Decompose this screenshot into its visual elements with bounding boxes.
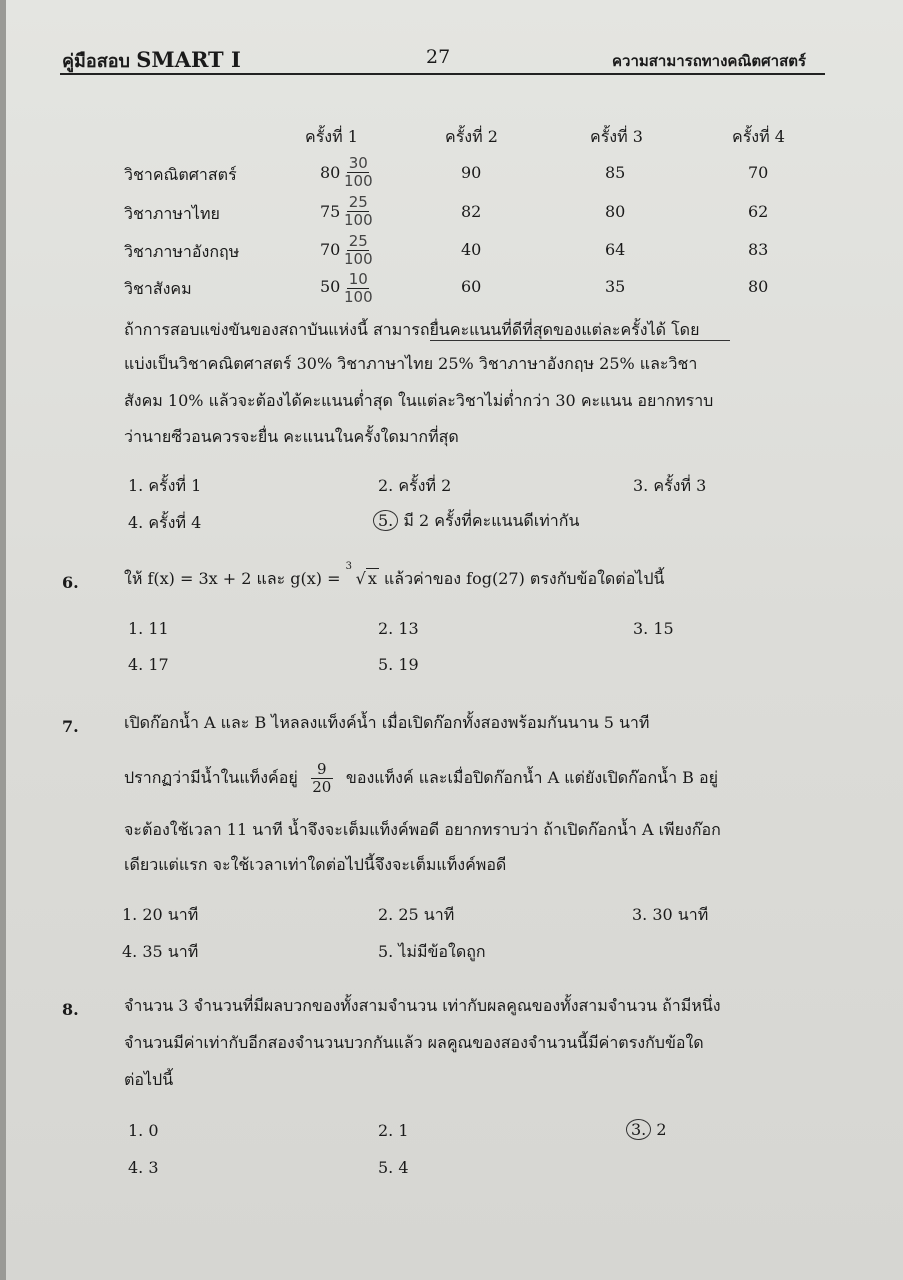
score-cell: 80 [320, 163, 341, 182]
score-cell: 40 [461, 240, 482, 259]
col-header-3: ครั้งที่ 3 [590, 127, 643, 146]
q7-choice-4[interactable]: 4. 35 นาที [122, 942, 199, 961]
page-number: 27 [426, 46, 451, 68]
subject-label: วิชาคณิตศาสตร์ [124, 165, 237, 184]
q6-choice-2[interactable]: 2. 13 [378, 619, 419, 638]
q8-choice-2[interactable]: 2. 1 [378, 1121, 409, 1140]
q5-choice-2[interactable]: 2. ครั้งที่ 2 [378, 476, 452, 495]
cube-root-symbol: 3 √ x [345, 561, 377, 588]
q6-number: 6. [62, 573, 79, 592]
q6-text-a: ให้ f(x) = 3x + 2 และ g(x) = [124, 569, 346, 588]
q8-choice-4[interactable]: 4. 3 [128, 1158, 159, 1177]
q7-choice-1[interactable]: 1. 20 นาที [122, 905, 199, 924]
q8-number: 8. [62, 1000, 79, 1019]
score-cell: 62 [748, 202, 769, 221]
q5-choice-1[interactable]: 1. ครั้งที่ 1 [128, 476, 202, 495]
score-cell: 83 [748, 240, 769, 259]
q7-line-2: ปรากฏว่ามีน้ำในแท็งค์อยู่ $\frac{9}{20}$ ของแท็งค์ และเมื่อปิดก๊อกน้ำ A แต่ยังเปิดก๊อกน้ำ B อยู่ [124, 760, 718, 796]
header-rule [60, 73, 825, 75]
q6-choice-4[interactable]: 4. 17 [128, 655, 169, 674]
q8-choice-5[interactable]: 5. 4 [378, 1158, 409, 1177]
q7-line-4: เดียวแต่แรก จะใช้เวลาเท่าใดต่อไปนี้จึงจะเต็มแท็งค์พอดี [124, 855, 507, 874]
subject-label: วิชาภาษาอังกฤษ [124, 242, 240, 261]
q8-choice-1[interactable]: 1. 0 [128, 1121, 159, 1140]
q6-text-b: แล้วค่าของ fog(27) ตรงกับข้อใดต่อไปนี้ [378, 569, 665, 588]
handwritten-weight: $\frac{30}{100}$ [344, 154, 373, 190]
q5-line-2: แบ่งเป็นวิชาคณิตศาสตร์ 30% วิชาภาษาไทย 25% วิชาภาษาอังกฤษ 25% และวิชา [124, 354, 698, 373]
q7-choice-3[interactable]: 3. 30 นาที [632, 905, 709, 924]
score-cell: 80 [748, 277, 769, 296]
col-header-1: ครั้งที่ 1 [305, 127, 358, 146]
q6-choice-5[interactable]: 5. 19 [378, 655, 419, 674]
score-cell: 75 [320, 202, 341, 221]
q6-choice-3[interactable]: 3. 15 [633, 619, 674, 638]
answer-circle-mark: 5. [373, 510, 398, 531]
handwritten-weight: $\frac{25}{100}$ [344, 232, 373, 268]
score-cell: 64 [605, 240, 626, 259]
q5-line-4: ว่านายซีวอนควรจะยื่น คะแนนในครั้งใดมากที่สุด [124, 427, 459, 446]
col-header-4: ครั้งที่ 4 [732, 127, 785, 146]
score-cell: 70 [320, 240, 341, 259]
score-cell: 82 [461, 202, 482, 221]
answer-circle-mark: 3. [626, 1119, 651, 1140]
col-header-2: ครั้งที่ 2 [445, 127, 498, 146]
subject-label: วิชาภาษาไทย [124, 204, 220, 223]
q7-line-3: จะต้องใช้เวลา 11 นาที น้ำจึงจะเต็มแท็งค์พอดี อยากทราบว่า ถ้าเปิดก๊อกน้ำ A เพียงก๊อก [124, 820, 721, 839]
subject-label: วิชาสังคม [124, 279, 192, 298]
q8-choice-3-text: 2 [656, 1120, 667, 1139]
fraction-9-20: $\frac{9}{20}$ [312, 760, 332, 796]
header-right: ความสามารถทางคณิตศาสตร์ [612, 52, 807, 70]
q7-line-1: เปิดก๊อกน้ำ A และ B ไหลลงแท็งค์น้ำ เมื่อเปิดก๊อกทั้งสองพร้อมกันนาน 5 นาที [124, 713, 650, 732]
q7-number: 7. [62, 717, 79, 736]
handwritten-weight: $\frac{10}{100}$ [344, 270, 373, 306]
page-edge [0, 0, 6, 1280]
score-cell: 70 [748, 163, 769, 182]
handwritten-weight: $\frac{25}{100}$ [344, 193, 373, 229]
q8-line-2: จำนวนมีค่าเท่ากับอีกสองจำนวนบวกกันแล้ว ผลคูณของสองจำนวนนี้มีค่าตรงกับข้อใด [124, 1033, 704, 1052]
header-prefix: คู่มือสอบ [62, 51, 130, 72]
q8-line-1: จำนวน 3 จำนวนที่มีผลบวกของทั้งสามจำนวน เท่ากับผลคูณของทั้งสามจำนวน ถ้ามีหนึ่ง [124, 996, 721, 1015]
q8-choice-3[interactable] [626, 1119, 667, 1140]
q6-stem [124, 561, 665, 592]
handwritten-underline [430, 340, 730, 341]
score-cell: 35 [605, 277, 626, 296]
header-left [62, 46, 241, 75]
q5-line-3: สังคม 10% แล้วจะต้องได้คะแนนต่ำสุด ในแต่ละวิชาไม่ต่ำกว่า 30 คะแนน อยากทราบ [124, 391, 714, 410]
score-cell: 60 [461, 277, 482, 296]
q5-choice-5-text: มี 2 ครั้งที่คะแนนดีเท่ากัน [403, 511, 580, 530]
q6-choice-1[interactable]: 1. 11 [128, 619, 169, 638]
q7-choice-2[interactable]: 2. 25 นาที [378, 905, 455, 924]
q5-choice-4[interactable]: 4. ครั้งที่ 4 [128, 513, 202, 532]
q5-line-1: ถ้าการสอบแข่งขันของสถาบันแห่งนี้ สามารถยื่นคะแนนที่ดีที่สุดของแต่ละครั้งได้ โดย [124, 320, 700, 339]
score-cell: 50 [320, 277, 341, 296]
q5-choice-3[interactable]: 3. ครั้งที่ 3 [633, 476, 707, 495]
q5-choice-5[interactable] [373, 509, 579, 534]
q8-line-3: ต่อไปนี้ [124, 1070, 174, 1089]
q7-choice-5[interactable]: 5. ไม่มีข้อใดถูก [378, 942, 486, 961]
score-cell: 80 [605, 202, 626, 221]
score-cell: 85 [605, 163, 626, 182]
header-title: SMART I [136, 47, 241, 72]
score-cell: 90 [461, 163, 482, 182]
